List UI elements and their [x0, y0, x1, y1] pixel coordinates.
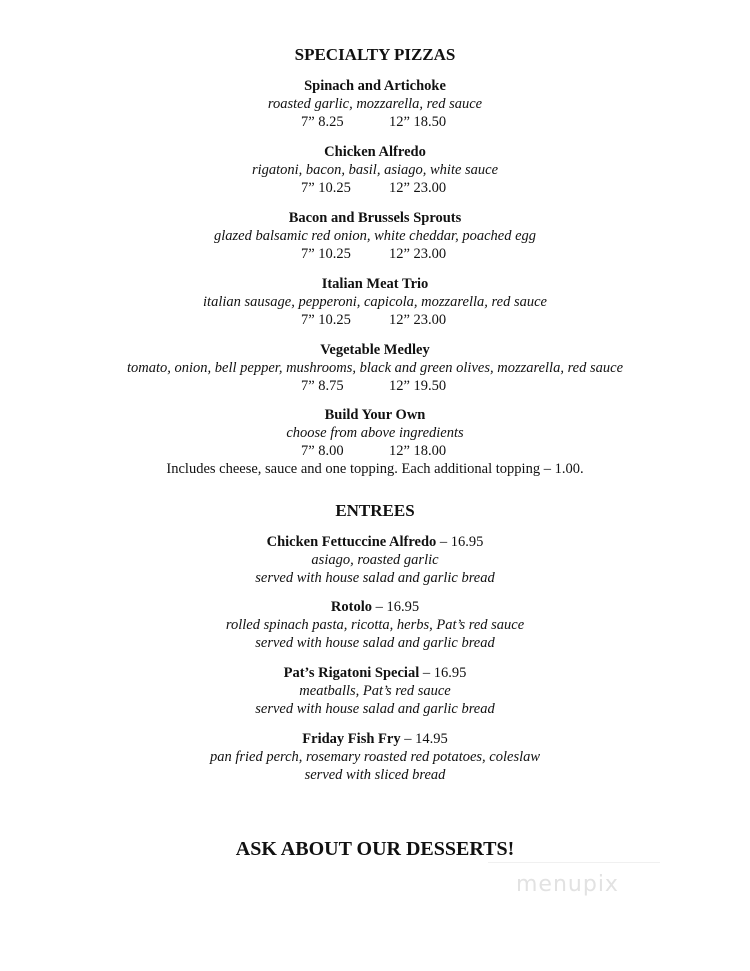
entree-item — [0, 533, 750, 587]
pizza-prices — [0, 377, 750, 395]
pizza-description: italian sausage, pepperoni, capicola, mozzarella, red sauce — [203, 294, 547, 310]
price-12-inch: 12” 19.50 — [389, 378, 447, 394]
entree-price: – 16.95 — [371, 599, 420, 615]
specialty-pizzas-heading: SPECIALTY PIZZAS — [294, 45, 456, 64]
pizza-prices — [0, 311, 750, 329]
entree-item — [0, 730, 750, 784]
pizza-item — [0, 209, 750, 263]
entree-item — [0, 598, 750, 652]
entree-description: pan fried perch, rosemary roasted red potatoes, coleslaw — [209, 749, 541, 765]
entrees-heading: ENTREES — [335, 501, 415, 520]
price-7-inch: 7” 10.25 — [301, 312, 351, 328]
entree-price: – 16.95 — [436, 534, 484, 550]
pizza-item — [0, 275, 750, 329]
pizza-item — [0, 406, 750, 478]
price-12-inch: 12” 23.00 — [389, 312, 447, 328]
entree-served-with: served with house salad and garlic bread — [255, 570, 495, 586]
entree-name: Pat’s Rigatoni Special — [283, 665, 420, 681]
pizza-prices — [0, 442, 750, 460]
entree-name: Rotolo — [330, 599, 372, 615]
topping-note: Includes cheese, sauce and one topping. Each additional topping – 1.00. — [166, 461, 584, 477]
pizza-description: roasted garlic, mozzarella, red sauce — [267, 96, 483, 112]
price-12-inch: 12” 23.00 — [389, 180, 447, 196]
price-12-inch: 12” 23.00 — [389, 246, 447, 262]
pizza-description: glazed balsamic red onion, white cheddar, poached egg — [213, 228, 537, 244]
watermark-divider — [488, 862, 660, 863]
price-7-inch: 7” 8.25 — [301, 114, 344, 130]
entree-price: – 14.95 — [400, 731, 448, 747]
pizza-prices — [0, 245, 750, 263]
pizza-name: Italian Meat Trio — [321, 276, 429, 292]
price-7-inch: 7” 8.00 — [301, 443, 344, 459]
pizza-prices — [0, 179, 750, 197]
price-12-inch: 12” 18.50 — [389, 114, 447, 130]
price-7-inch: 7” 10.25 — [301, 246, 351, 262]
entree-description: asiago, roasted garlic — [311, 552, 439, 568]
pizza-description: choose from above ingredients — [286, 425, 464, 441]
entree-served-with: served with house salad and garlic bread — [255, 635, 495, 651]
entree-description: meatballs, Pat’s red sauce — [299, 683, 451, 699]
entree-served-with: served with sliced bread — [304, 767, 446, 783]
pizza-description: tomato, onion, bell pepper, mushrooms, black and green olives, mozzarella, red sauce — [126, 360, 624, 376]
pizza-name: Vegetable Medley — [320, 342, 430, 358]
pizza-item — [0, 143, 750, 197]
entree-served-with: served with house salad and garlic bread — [255, 701, 495, 717]
pizza-name: Chicken Alfredo — [324, 144, 426, 160]
pizza-prices — [0, 113, 750, 131]
menupix-watermark: menupix — [516, 872, 619, 897]
entree-name: Chicken Fettuccine Alfredo — [266, 534, 437, 550]
entree-description: rolled spinach pasta, ricotta, herbs, Pat’s red sauce — [225, 617, 525, 633]
pizza-item — [0, 341, 750, 395]
pizza-name: Bacon and Brussels Sprouts — [288, 210, 462, 226]
pizza-name: Build Your Own — [324, 407, 426, 423]
price-7-inch: 7” 10.25 — [301, 180, 351, 196]
entree-name: Friday Fish Fry — [302, 731, 401, 747]
price-12-inch: 12” 18.00 — [389, 443, 447, 459]
desserts-callout: ASK ABOUT OUR DESSERTS! — [235, 838, 515, 860]
pizza-description: rigatoni, bacon, basil, asiago, white sauce — [251, 162, 499, 178]
price-7-inch: 7” 8.75 — [301, 378, 344, 394]
pizza-item — [0, 77, 750, 131]
pizza-name: Spinach and Artichoke — [304, 78, 446, 94]
entree-price: – 16.95 — [419, 665, 467, 681]
entree-item — [0, 664, 750, 718]
